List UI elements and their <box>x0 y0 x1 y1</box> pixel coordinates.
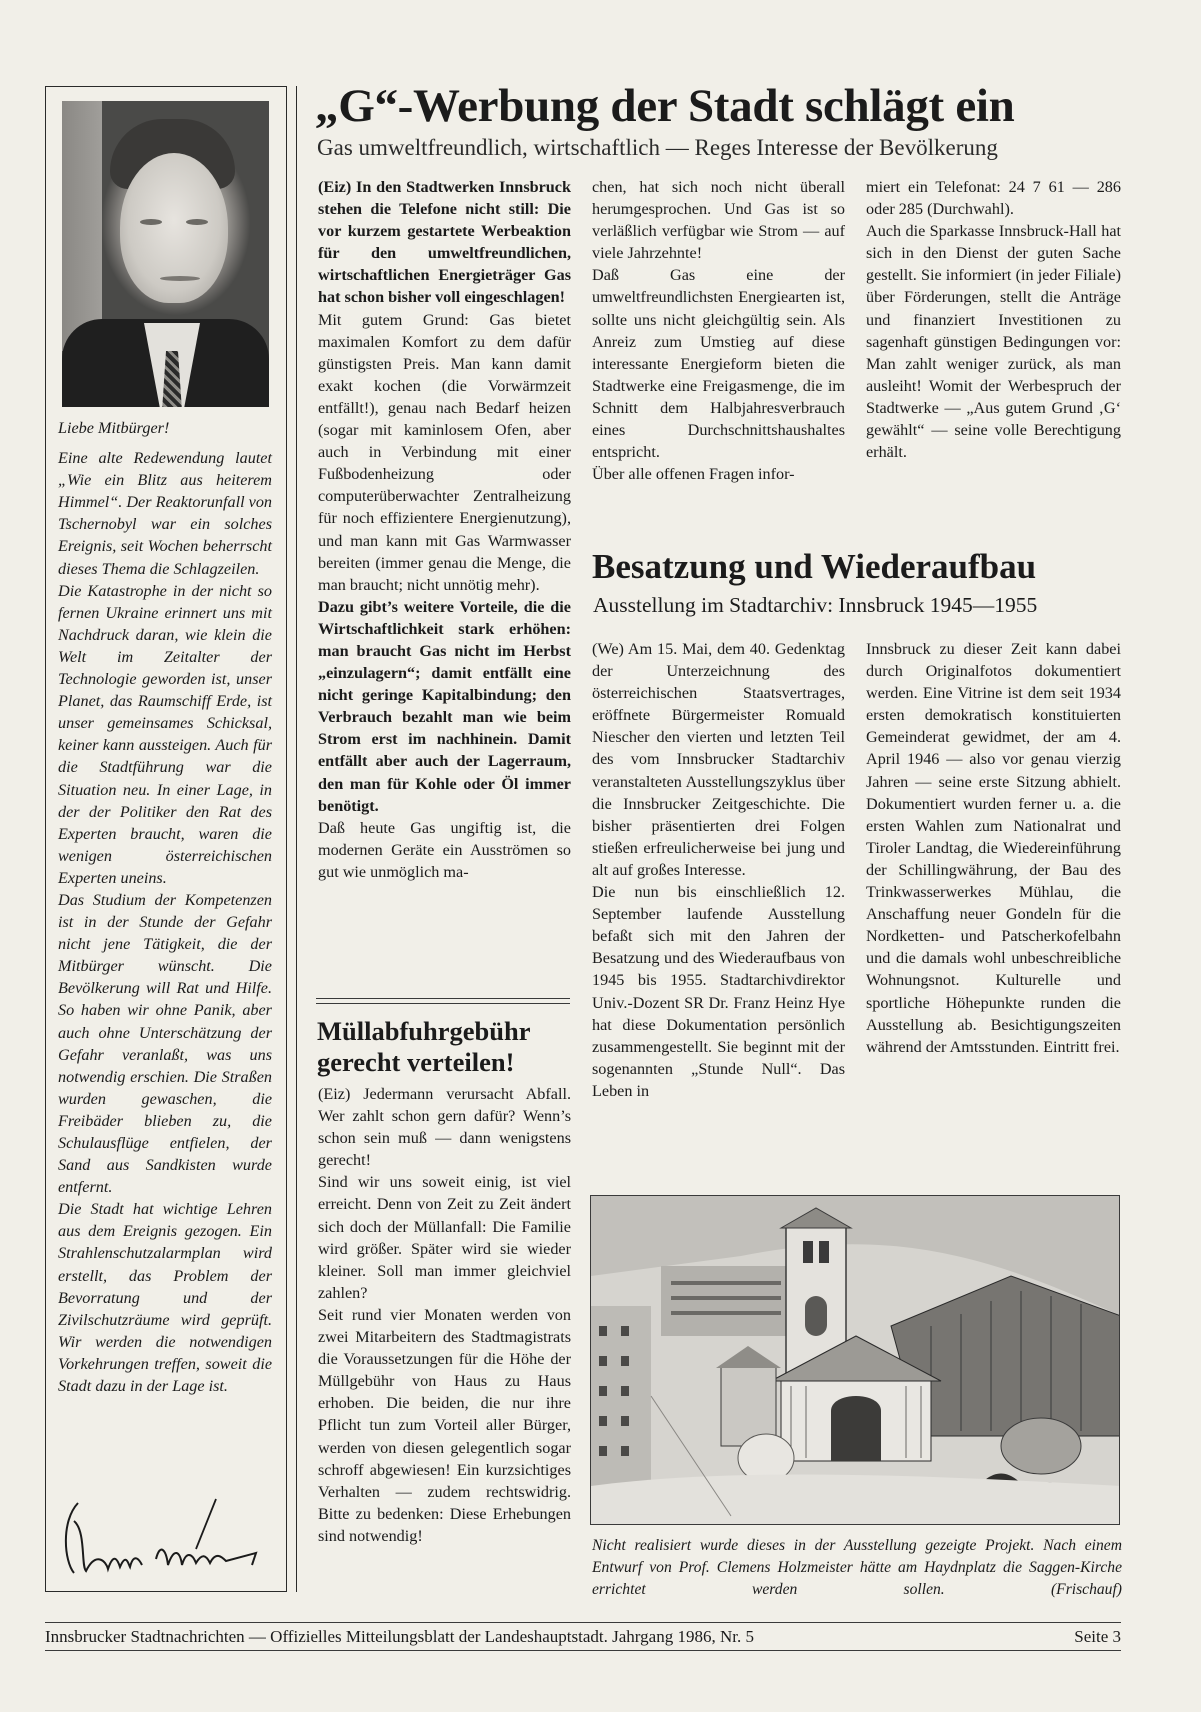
besatzung-column-1 <box>592 638 845 1102</box>
footer-rule <box>45 1622 1121 1623</box>
letter-paragraph: Das Studium der Kompetenzen ist in der Stunde der Gefahr nicht jene Tätigkeit, die der Mitbürger wünscht. Die Bevölkerung will Rat und Hilfe. So haben wir ohne Panik, aber auch ohne Unterschätzung der Gefahr veranlaßt, was uns notwendig erschien. Die Straßen wurden gewaschen, die Freibäder blieben zu, die Schulausflüge entfielen, der Sand aus Sandkisten wurde entfernt. <box>58 890 272 1197</box>
besatzung-article-subhead: Ausstellung im Stadtarchiv: Innsbruck 1945—1955 <box>593 593 1038 617</box>
mayor-letter-text <box>58 417 272 1397</box>
besatzung-article-headline: Besatzung und Wiederaufbau <box>592 547 1037 586</box>
gas-paragraph: Mit gutem Grund: Gas bietet maximalen Komfort zu dem dafür günstigsten Preis. Man kann damit exakt kochen (die Vorwärmzeit entfällt!), genau nach Bedarf heizen (sogar mit kaminlosem Ofen, aber auch in Verbindung mit einer Fußbodenheizung oder computerüberwachter Zentralheizung für noch effizientere Energienutzung), und man kann mit Gas Warmwasser bereiten (immer genau die Menge, die man braucht; nicht unnötig mehr). <box>318 310 571 594</box>
gas-bold-paragraph: Dazu gibt’s weitere Vorteile, die die Wirtschaftlichkeit stark erhöhen: man braucht Gas nicht im Herbst „einzulagern“; damit entfällt eine nicht geringe Kapitalbindung; den Verbrauch bezahlt man wie beim Strom erst im nachhinein. Damit entfällt aber auch der Lagerraum, den man für Kohle oder Öl immer benötigt. <box>318 597 571 815</box>
gas-article-subhead: Gas umweltfreundlich, wirtschaftlich — Reges Interesse der Bevölkerung <box>317 135 998 160</box>
gas-lead: (Eiz) In den Stadtwerken Innsbruck stehen die Telefone nicht still: Die vor kurzem gestartete Werbeaktion für den umweltfreundlichen, wirtschaftlichen Energieträger Gas hat schon bisher voll eingeschlagen! <box>318 178 571 307</box>
gas-article-column-2 <box>592 176 845 485</box>
gas-paragraph: Auch die Sparkasse Innsbruck-Hall hat sich in den Dienst der guten Sache gestellt. Sie informiert (in jeder Filiale) über Förderungen, stellt die Anträge und finanziert Investitionen zu sagenhaft günstigen Bedingungen vor: Man zahlt weniger zurück, als man ausleiht! Womit der Werbespruch der Stadtwerke — „Aus gutem Grund ‚G‘ gewählt“ — seine volle Berechtigung erhält. <box>866 222 1121 462</box>
drawing-caption: Nicht realisiert wurde dieses in der Ausstellung gezeigte Projekt. Nach einem Entwurf von Prof. Clemens Holzmeister hätte am Haydnplatz die Saggen-Kirche errichtet werden sollen. (Frischauf) <box>592 1537 1122 1598</box>
section-double-rule <box>316 998 570 1004</box>
gas-article-column-1 <box>318 176 571 883</box>
church-drawing-image <box>590 1195 1120 1525</box>
gas-paragraph: Daß heute Gas ungiftig ist, die modernen Geräte ein Ausströmen so gut wie unmöglich ma- <box>318 818 571 881</box>
column-divider <box>296 86 297 1592</box>
muell-article-body <box>318 1083 571 1547</box>
mayor-letter-box <box>45 86 287 1592</box>
muell-paragraph: (Eiz) Jedermann verursacht Abfall. Wer zahlt schon gern dafür? Wenn’s schon sein muß — dann wenigstens gerecht! <box>318 1085 571 1170</box>
gas-paragraph: chen, hat sich noch nicht überall herumgesprochen. Und Gas ist so verläßlich verfügbar wie Strom — auf viele Jahrzehnte! <box>592 178 845 263</box>
footer-page-number: Seite 3 <box>1074 1627 1121 1646</box>
muell-paragraph: Sind wir uns soweit einig, ist viel erreicht. Denn von Zeit zu Zeit ändert sich doch der Müllanfall: Die Familie wird größer. Später wird sie wieder kleiner. Soll man immer gleichviel zahlen? <box>318 1173 571 1302</box>
footer-rule <box>45 1650 1121 1651</box>
gas-paragraph: Über alle offenen Fragen infor- <box>592 465 795 484</box>
letter-paragraph: Die Stadt hat wichtige Lehren aus dem Ereignis gezogen. Ein Strahlenschutzalarmplan wird erstellt, das Problem der Bevorratung und der Zivilschutzräume wird geprüft. Wir werden die notwendigen Vorkehrungen treffen, soweit die Stadt dazu in der Lage ist. <box>58 1200 272 1396</box>
footer-publication-line: Innsbrucker Stadtnachrichten — Offizielles Mitteilungsblatt der Landeshauptstadt. Jahrgang 1986, Nr. 5 <box>45 1627 754 1646</box>
muell-paragraph: Seit rund vier Monaten werden von zwei Mitarbeitern des Stadtmagistrats die Voraussetzungen für die Höhe der Müllgebühr von Haus zu Haus erhoben. Die beiden, die nur ihre Pflicht tun zum Vorteil aller Bürger, werden von diesen gelegentlich sogar schroff abgewiesen! Ein kurzsichtiges Verhalten — zudem rechtswidrig. Bitte zu bedenken: Diese Erhebungen sind notwendig! <box>318 1305 571 1545</box>
besatzung-paragraph: (We) Am 15. Mai, dem 40. Gedenktag der Unterzeichnung des österreichischen Staatsvertrages, eröffnete Bürgermeister Romuald Niescher den vierten und letzten Teil des vom Innsbrucker Stadtarchiv veranstalteten Ausstellungszyklus über die Innsbrucker Zeitgeschichte. Die bisher präsentierten drei Folgen stießen erfreulicherweise bei jung und alt auf großes Interesse. <box>592 640 845 879</box>
gas-paragraph: miert ein Telefonat: 24 7 61 — 286 oder 285 (Durchwahl). <box>866 178 1121 219</box>
signature-icon <box>56 1491 271 1581</box>
gas-paragraph: Daß Gas eine der umweltfreundlichsten Energiearten ist, sollte uns nicht gleichgültig sein. Als Anreiz zum Umstieg auf diese interessante Energieform bieten die Stadtwerke eine Freigasmenge, die im Schnitt dem Halbjahresverbrauch eines Durchschnittshaushaltes entspricht. <box>592 266 845 462</box>
besatzung-paragraph: Innsbruck zu dieser Zeit kann dabei durch Originalfotos dokumentiert werden. Eine Vitrine ist dem seit 1934 ersten demokratisch konstituierten Gemeinderat gewidmet, der am 4. April 1946 — also vor genau vierzig Jahren — seine erste Sitzung abhielt. Dokumentiert wurden ferner u. a. die ersten Wahlen zum Nationalrat und Tiroler Landtag, die Wiedereinführung der Schillingwährung, der Bau des Trinkwasserwerkes Mühlau, die Anschaffung neuer Gondeln für die Nordketten- und Patscherkofelbahn und die damals wohl unbeschreibliche Wohnungsnot. Kulturelle und sportliche Höhepunkte runden die Ausstellung ab. Besichtigungszeiten während der Amtsstunden. Eintritt frei. <box>866 640 1121 1056</box>
besatzung-column-2 <box>866 638 1121 1058</box>
letter-paragraph: Eine alte Redewendung lautet „Wie ein Blitz aus heiterem Himmel“. Der Reaktorunfall von Tschernobyl war ein solches Ereignis, seit Wochen beherrscht dieses Thema die Schlagzeilen. <box>58 449 273 578</box>
letter-paragraph: Die Katastrophe in der nicht so fernen Ukraine erinnert uns mit Nachdruck daran, wie klein die Welt im Zeitalter der Technologie geworden ist, unser Planet, das Raumschiff Erde, ist unser gemeinsames Schicksal, keiner kann aussteigen. Auch für die Stadtführung war die Situation neu. In einer Lage, in der der Politiker den Rat des Experten braucht, waren die wenigen österreichischen Experten uneins. <box>58 581 272 887</box>
gas-article-column-3 <box>866 176 1121 463</box>
besatzung-paragraph: Die nun bis einschließlich 12. September laufende Ausstellung befaßt sich mit den Jahren der Besatzung und des Wiederaufbaus von 1945 bis 1955. Stadtarchivdirektor Univ.-Dozent SR Dr. Franz Heinz Hye hat diese Dokumentation persönlich zusammengestellt. Sie beginnt mit der sogenannten „Stunde Null“. Das Leben in <box>592 883 845 1100</box>
mayor-portrait-photo <box>62 101 269 407</box>
gas-article-headline: „G“-Werbung der Stadt schlägt ein <box>315 80 1015 132</box>
muell-article-headline: Müllabfuhrgebühr gerecht verteilen! <box>317 1016 531 1077</box>
letter-greeting: Liebe Mitbürger! <box>58 419 170 437</box>
